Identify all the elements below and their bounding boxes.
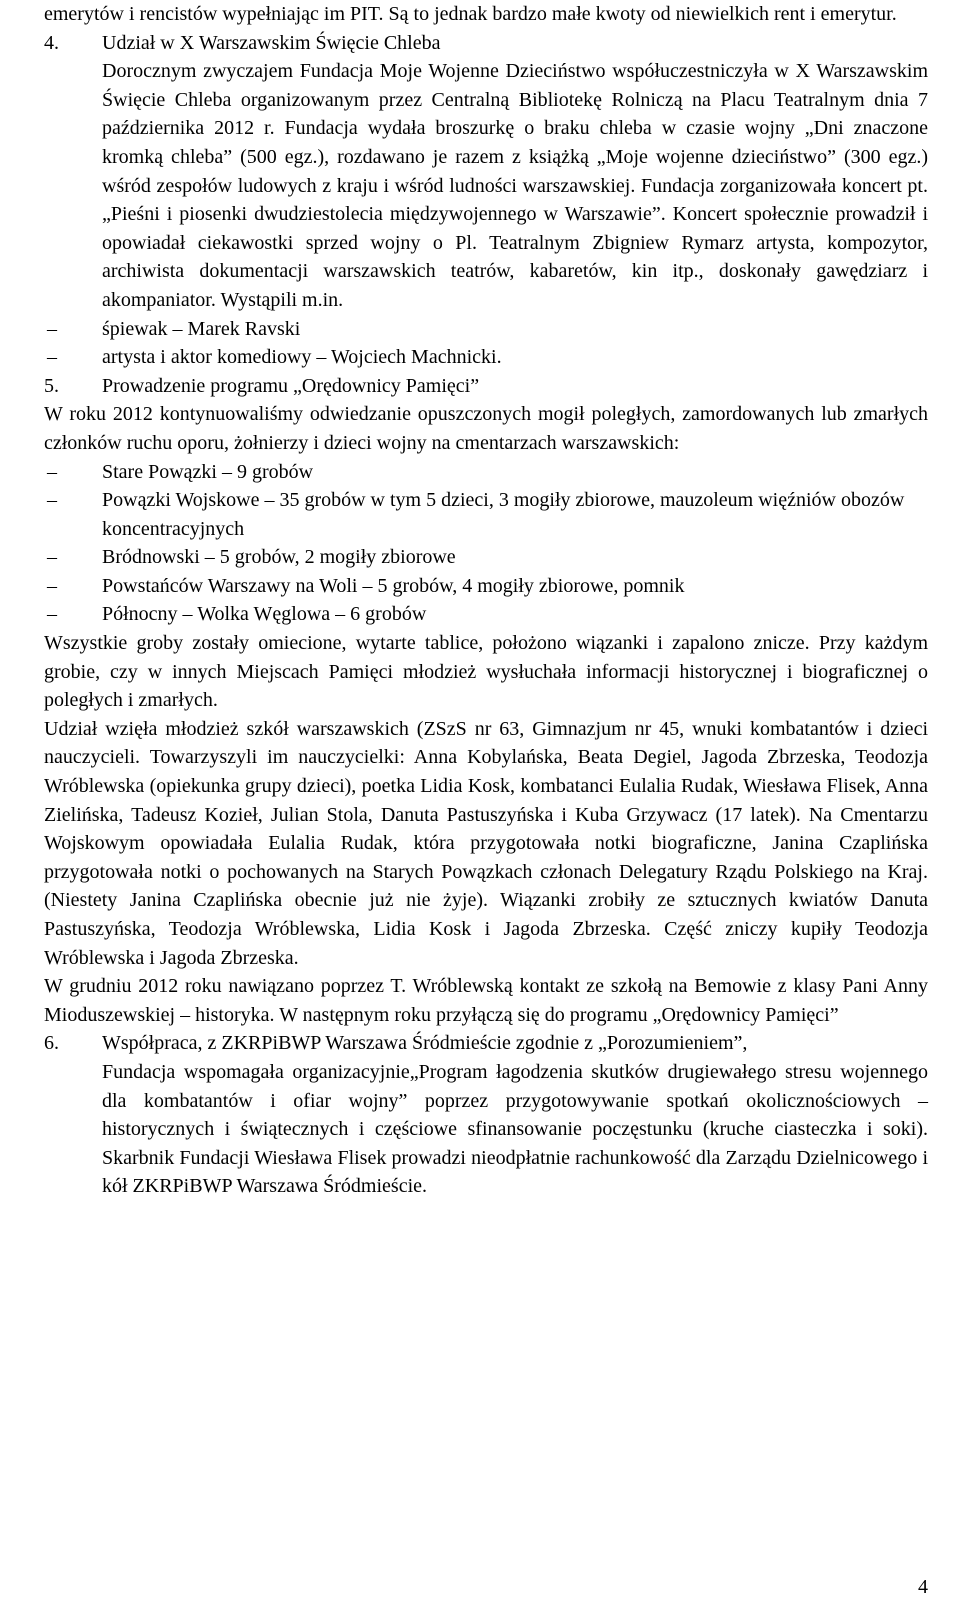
- section-5-body: W roku 2012 kontynuowaliśmy odwiedzanie opuszczonych mogił poległych, zamordowanych lub zmarłych członków ruchu oporu, żołnierzy i dzieci wojny na cmentarzach warszawskich:: [44, 403, 928, 454]
- list-item: – artysta i aktor komediowy – Wojciech Machnicki.: [47, 346, 502, 369]
- list-item: – Bródnowski – 5 grobów, 2 mogiły zbiorowe: [47, 546, 456, 569]
- list-item: – śpiewak – Marek Ravski: [47, 317, 301, 340]
- section-5-title: Prowadzenie programu „Orędownicy Pamięci”: [102, 374, 480, 397]
- section-6-number: 6.: [44, 1032, 59, 1055]
- section-5-paragraph-3: Udział wzięła młodzież szkół warszawskich (ZSzS nr 63, Gimnazjum nr 45, wnuki kombatantów i dzieci nauczycieli. Towarzyszyli im nauczycielki: Anna Kobylańska, Beata Degiel, Jagoda Zbrzeska, Teodozja Wróblewska (opiekunka grupy dzieci), poetka Lidia Kosk, kombatanci Eulalia Rudak, Wiesława Flisek, Anna Zielińska, Tadeusz Kozieł, Julian Stola, Danuta Pastuszyńska i Kuba Grzywacz (17 latek). Na Cmentarzu Wojskowym opowiadała Eulalia Rudak, która przygotowała notki biograficzne, Janina Czaplińska przygotowała notki o pochowanych na Starych Powązkach członach Delegatury Rządu Polskiego na Kraj. (Niestety Janina Czaplińska obecnie już nie żyje). Wiązanki zrobiły ze sztucznych kwiatów Danuta Pastuszyńska, Teodozja Wróblewska, Lidia Kosk i Jagoda Zbrzeska. Część zniczy kupiły Teodozja Wróblewska i Jagoda Zbrzeska.: [44, 717, 928, 969]
- section-5-paragraph-4: W grudniu 2012 roku nawiązano poprzez T. Wróblewską kontakt ze szkołą na Bemowie z klasy Pani Anny Mioduszewskiej – historyka. W następnym roku przyłączą się do programu „Orędownicy Pamięci”: [44, 975, 928, 1026]
- section-4-body: Dorocznym zwyczajem Fundacja Moje Wojenne Dzieciństwo współuczestniczyła w X Warszawskim Święcie Chleba organizowanym przez Centralną Bibliotekę Rolniczą na Placu Teatralnym dnia 7 października 2012 r. Fundacja wydała broszurkę o braku chleba w czasie wojny „Dni znaczone kromką chleba” (500 egz.), rozdawano je razem z książką „Moje wojenne dzieciństwo” (300 egz.) wśród zespołów ludowych z kraju i wśród ludności warszawskiej. Fundacja zorganizowała koncert pt. „Pieśni i piosenki dwudziestolecia międzywojennego w Warszawie”. Koncert społecznie prowadził i opowiadał ciekawostki sprzed wojny o Pl. Teatralnym Zbigniew Rymarz artysta, kompozytor, archiwista dokumentacji warszawskich teatrów, kabaretów, kin itp., doskonały gawędziarz i akompaniator. Wystąpili m.in.: [102, 60, 928, 311]
- section-4-title: Udział w X Warszawskim Święcie Chleba: [102, 31, 441, 54]
- intro-paragraph: emerytów i rencistów wypełniając im PIT. Są to jednak bardzo małe kwoty od niewielkich rent i emerytur.: [44, 3, 897, 25]
- list-item: – Powązki Wojskowe – 35 grobów w tym 5 dzieci, 3 mogiły zbiorowe, mauzoleum więźniów obozów koncentracyjnych: [47, 489, 905, 540]
- section-4-number: 4.: [44, 31, 59, 54]
- section-6-body: Fundacja wspomagała organizacyjnie„Program łagodzenia skutków drugiewałego stresu wojennego dla kombatantów i ofiar wojny” poprzez przygotowywanie spotkań okolicznościowych – historycznych i świątecznych i częściowe sfinansowanie poczęstunku (kruche ciasteczka i soki). Skarbnik Fundacji Wiesława Flisek prowadzi nieodpłatnie rachunkowość dla Zarządu Dzielnicowego i kół ZKRPiBWP Warszawa Śródmieście.: [102, 1060, 928, 1198]
- list-item: – Stare Powązki – 9 grobów: [47, 460, 314, 483]
- list-item: – Powstańców Warszawy na Woli – 5 grobów, 4 mogiły zbiorowe, pomnik: [47, 574, 685, 597]
- section-4: [44, 29, 928, 372]
- section-5-number: 5.: [44, 374, 59, 397]
- section-5-paragraph-2: Wszystkie groby zostały omiecione, wytarte tablice, położono wiązanki i zapalono znicze. Przy każdym grobie, czy w innych Miejscach Pamięci młodzież wysłuchała informacji historycznej i biograficznej o poległych i zmarłych.: [44, 632, 928, 712]
- document-page: [44, 0, 928, 1201]
- section-6-title: Współpraca, z ZKRPiBWP Warszawa Śródmieście zgodnie z „Porozumieniem”,: [102, 1032, 748, 1055]
- list-item: – Północny – Wolka Węglowa – 6 grobów: [47, 603, 427, 626]
- page-number: 4: [918, 1576, 928, 1598]
- section-5: [44, 372, 928, 401]
- section-6: [44, 1029, 928, 1058]
